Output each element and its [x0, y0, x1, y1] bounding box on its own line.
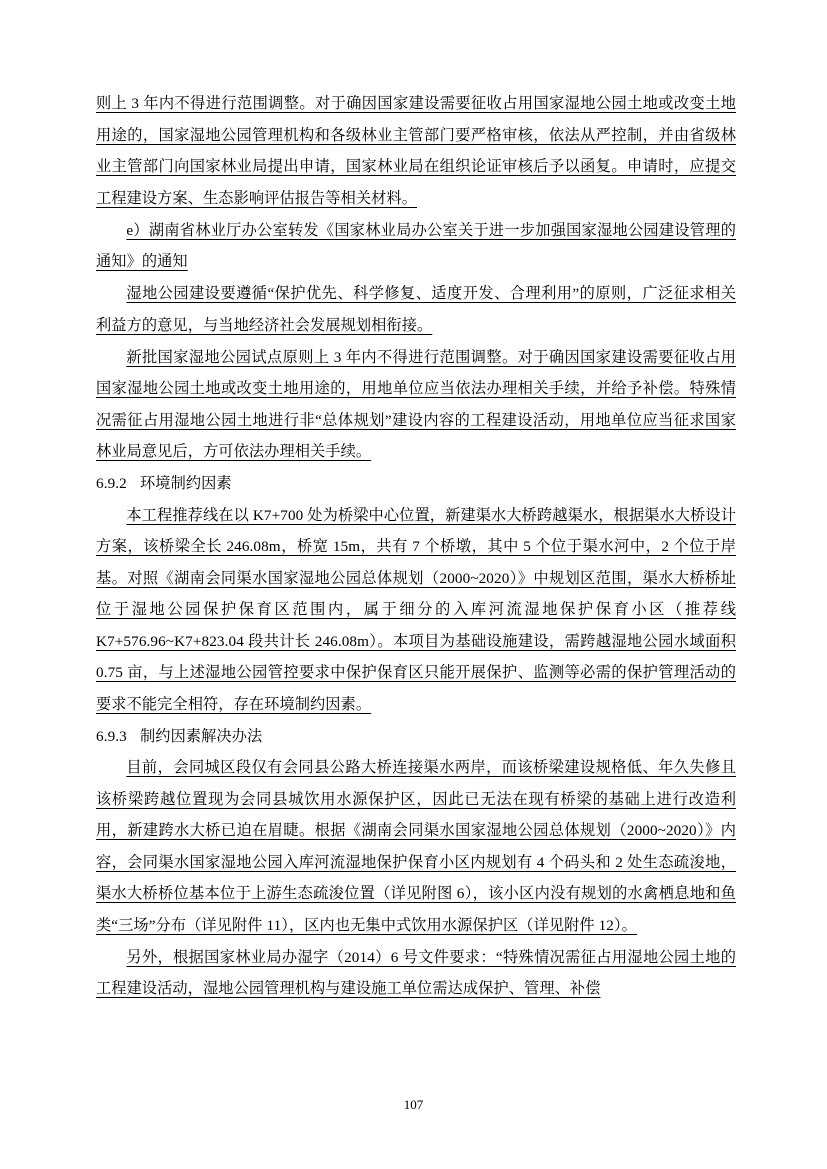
section-heading — [96, 721, 736, 753]
section-title: 环境制约因素 — [140, 475, 232, 492]
section-number: 6.9.2 — [96, 475, 127, 492]
section-heading — [96, 468, 736, 500]
paragraph: 另外，根据国家林业局办湿字（2014）6 号文件要求：“特殊情况需征占用湿地公园土地的工程建设活动，湿地公园管理机构与建设施工单位需达成保护、管理、补偿 — [96, 948, 736, 997]
paragraph: 目前，会同城区段仅有会同县公路大桥连接渠水两岸，而该桥梁建设规格低、年久失修且该桥梁跨越位置现为会同县城饮用水源保护区，因此已无法在现有桥梁的基础上进行改造利用，新建跨水大桥已迫在眉睫。根据《湖南会同渠水国家湿地公园总体规划（2000~2020）》内容，会同渠水国家湿地公园入库河流湿地保护保育小区内规划有 4 个码头和 2 处生态疏浚地，渠水大桥桥位基本位于上游生态疏浚位置（详见附图 6），该小区内没有规划的水禽栖息地和鱼类“三场”分布（详见附件 11），区内也无集中式饮用水源保护区（详见附件 12）。 — [96, 759, 736, 934]
page-number: 107 — [403, 1097, 424, 1112]
section-title: 制约因素解决办法 — [140, 727, 263, 745]
section-number: 6.9.3 — [96, 727, 127, 745]
paragraph: 湿地公园建设要遵循“保护优先、科学修复、适度开发、合理利用”的原则，广泛征求相关利益方的意见，与当地经济社会发展规划相衔接。 — [96, 285, 736, 334]
paragraph: 本工程推荐线在以 K7+700 处为桥梁中心位置，新建渠水大桥跨越渠水，根据渠水大桥设计方案，该桥梁全长 246.08m，桥宽 15m，共有 7 个桥墩，其中 5 个位于渠水河中，2 个位于岸基。对照《湖南会同渠水国家湿地公园总体规划（2000~2020）》中规划区范围，渠水大桥桥址位于湿地公园保护保育区范围内，属于细分的入库河流湿地保护保育小区（推荐线 K7+576.96~K7+823.04 段共计长 246.08m）。本项目为基础设施建设，需跨越湿地公园水域面积 0.75 亩，与上述湿地公园管控要求中保护保育区只能开展保护、监测等必需的保护管理活动的要求不能完全相符，存在环境制约因素。 — [96, 506, 736, 713]
paragraph: 新批国家湿地公园试点原则上 3 年内不得进行范围调整。对于确因国家建设需要征收占用国家湿地公园土地或改变土地用途的，用地单位应当依法办理相关手续，并给予补偿。特殊情况需征占用湿地公园土地进行非“总体规划”建设内容的工程建设活动，用地单位应当征求国家林业局意见后，方可依法办理相关手续。 — [96, 348, 736, 460]
page-content — [96, 88, 736, 1005]
paragraph: e）湖南省林业厅办公室转发《国家林业局办公室关于进一步加强国家湿地公园建设管理的通知》的通知 — [96, 221, 736, 270]
paragraph: 则上 3 年内不得进行范围调整。对于确因国家建设需要征收占用国家湿地公园土地或改变土地用途的，国家湿地公园管理机构和各级林业主管部门要严格审核，依法从严控制，并由省级林业主管部门向国家林业局提出申请，国家林业局在组织论证审核后予以函复。申请时，应提交工程建设方案、生态影响评估报告等相关材料。 — [96, 95, 736, 207]
